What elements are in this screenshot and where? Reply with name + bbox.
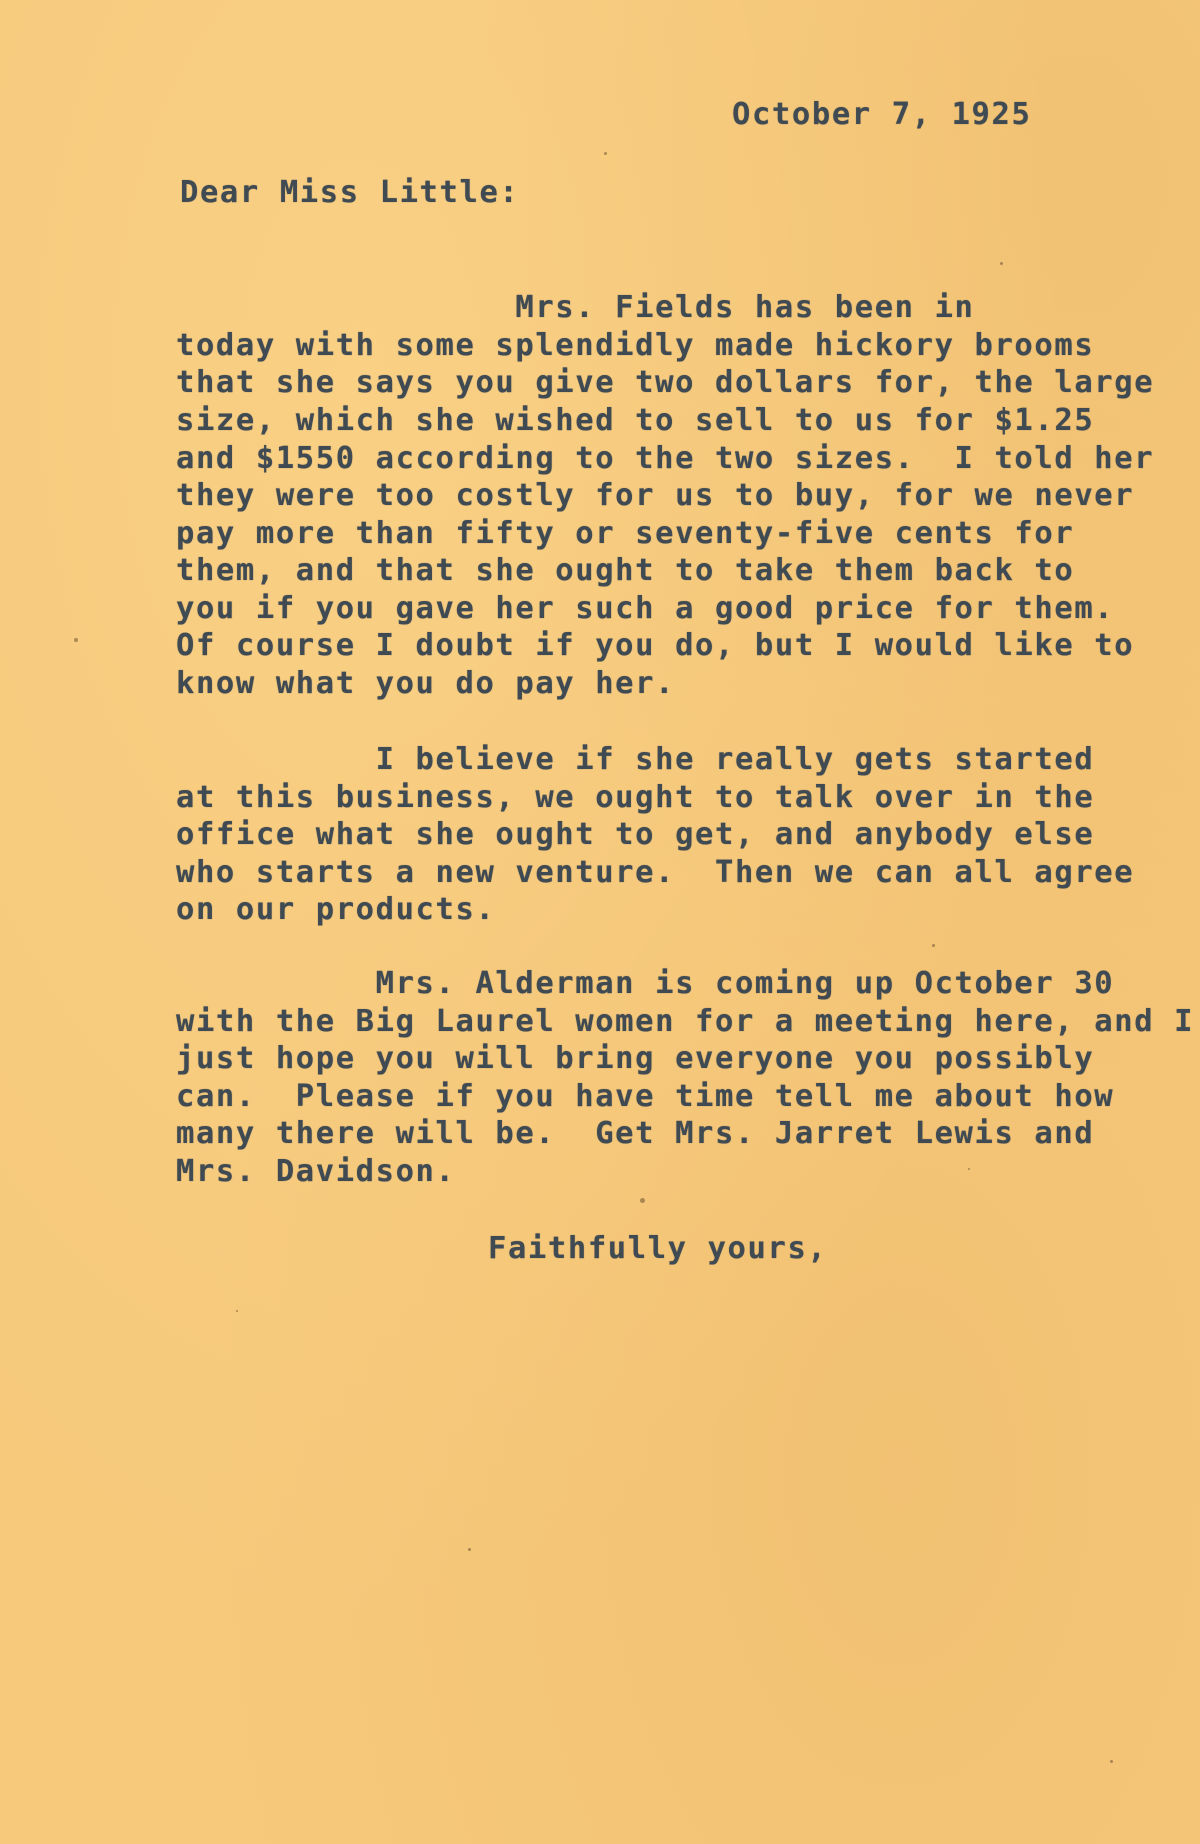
paragraph-line: you if you gave her such a good price for them. xyxy=(176,591,1115,626)
paragraph-line: just hope you will bring everyone you possibly xyxy=(176,1041,1095,1076)
paper-speck xyxy=(74,638,78,642)
paragraph-line: they were too costly for us to buy, for we never xyxy=(176,478,1135,513)
paper-speck xyxy=(604,152,607,155)
paragraph-line: pay more than fifty or seventy-five cents for xyxy=(176,516,1075,551)
letter-date: October 7, 1925 xyxy=(732,97,1032,132)
paragraph-line: who starts a new venture. Then we can all agree xyxy=(176,855,1135,890)
paper-speck xyxy=(932,944,935,947)
paragraph-line: them, and that she ought to take them back to xyxy=(176,553,1075,588)
paragraph-line: I believe if she really gets started xyxy=(176,742,1095,777)
paper-speck xyxy=(1110,1760,1113,1763)
paragraph-line: and $1550 according to the two sizes. I told her xyxy=(176,441,1155,476)
paragraph-line: on our products. xyxy=(176,892,496,927)
paragraph-line: Mrs. Davidson. xyxy=(176,1154,456,1189)
paper-speck xyxy=(236,1310,238,1312)
paragraph-line: know what you do pay her. xyxy=(176,666,676,701)
paper-speck xyxy=(468,1548,471,1551)
paper-speck xyxy=(968,1168,970,1170)
closing: Faithfully yours, xyxy=(488,1231,828,1266)
paragraph-line: many there will be. Get Mrs. Jarret Lewis and xyxy=(176,1116,1095,1151)
paragraph-line: with the Big Laurel women for a meeting here, and I xyxy=(176,1004,1195,1039)
paragraph-line: Mrs. Alderman is coming up October 30 xyxy=(176,966,1115,1001)
paragraph-line: office what she ought to get, and anybody else xyxy=(176,817,1095,852)
paragraph-line: that she says you give two dollars for, the large xyxy=(176,365,1155,400)
paragraph-line: can. Please if you have time tell me about how xyxy=(176,1079,1115,1114)
paragraph-line: today with some splendidly made hickory brooms xyxy=(176,328,1095,363)
salutation: Dear Miss Little: xyxy=(180,175,520,210)
paper-speck xyxy=(1000,262,1003,265)
paragraph-line: Of course I doubt if you do, but I would like to xyxy=(176,628,1135,663)
paragraph-line: Mrs. Fields has been in xyxy=(176,290,975,325)
paper-speck xyxy=(640,1198,645,1203)
paragraph-line: at this business, we ought to talk over in the xyxy=(176,780,1095,815)
paragraph-line: size, which she wished to sell to us for $1.25 xyxy=(176,403,1095,438)
